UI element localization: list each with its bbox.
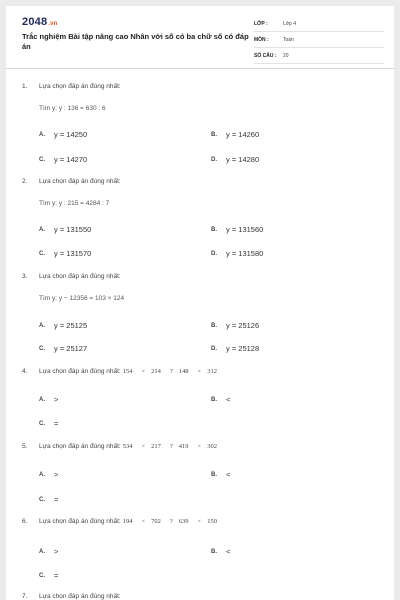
meta-value: Lớp 4	[283, 20, 297, 27]
question-number: 1.	[22, 83, 28, 90]
option-a[interactable]	[39, 225, 91, 234]
meta-label: MÔN :	[254, 36, 269, 43]
question-prompt: Lựa chọn đáp án đúng nhất:	[39, 273, 121, 280]
meta-info	[254, 16, 384, 64]
meta-label: LỚP :	[254, 20, 268, 27]
meta-row-subject	[254, 32, 384, 48]
question-prompt: Lựa chọn đáp án đúng nhất:	[39, 443, 121, 450]
question-expression: Tìm y: y : 215 = 4284 : 7	[39, 200, 110, 207]
logo-tld: .vn	[48, 21, 58, 27]
meta-row-count	[254, 48, 384, 64]
option-letter: B.	[211, 471, 217, 478]
operand: 194	[122, 518, 133, 525]
option-letter: C.	[39, 572, 45, 579]
multiply-sign: ×	[141, 518, 146, 525]
option-letter: B.	[211, 226, 217, 233]
question-number: 5.	[22, 443, 28, 450]
option-letter: D.	[211, 250, 217, 257]
question-prompt: Lựa chọn đáp án đúng nhất:	[39, 178, 121, 185]
question-number: 2.	[22, 178, 28, 185]
comparison-expression	[123, 368, 220, 375]
option-text: >	[54, 470, 59, 479]
operand: 534	[122, 443, 133, 450]
option-a[interactable]	[39, 321, 87, 330]
option-letter: A.	[39, 131, 45, 138]
option-letter: A.	[39, 322, 45, 329]
option-letter: B.	[211, 396, 217, 403]
option-letter: C.	[39, 345, 45, 352]
comparison-expression	[123, 518, 220, 525]
operand: 702	[151, 518, 161, 525]
option-b[interactable]	[211, 321, 259, 330]
option-text: y = 131570	[54, 249, 92, 258]
question-header	[22, 178, 121, 185]
comparison-blank: ?	[169, 518, 173, 525]
option-text: <	[226, 395, 231, 404]
option-c[interactable]	[39, 571, 58, 580]
option-d[interactable]	[211, 344, 259, 353]
option-letter: B.	[211, 322, 217, 329]
comparison-expression	[123, 443, 220, 450]
option-c[interactable]	[39, 344, 87, 353]
option-b[interactable]	[211, 395, 230, 404]
option-letter: C.	[39, 250, 45, 257]
question-expression: Tìm y: y − 12356 = 103 × 124	[39, 295, 125, 302]
option-text: y = 131560	[226, 225, 264, 234]
question-prompt: Lựa chọn đáp án đúng nhất:	[39, 518, 121, 525]
operand: 312	[207, 368, 217, 375]
question-header	[22, 443, 220, 450]
comparison-blank: ?	[169, 443, 173, 450]
option-text: y = 14250	[54, 130, 88, 139]
option-c[interactable]	[39, 419, 58, 428]
question-prompt: Lựa chọn đáp án đúng nhất:	[39, 368, 121, 375]
option-c[interactable]	[39, 155, 87, 164]
option-c[interactable]	[39, 249, 91, 258]
operand: 639	[178, 518, 189, 525]
meta-label: SỐ CÂU :	[254, 52, 277, 59]
option-text: y = 14260	[226, 130, 260, 139]
option-text: =	[54, 495, 59, 504]
page-title: Trắc nghiệm Bài tập nâng cao Nhân với số có ba chữ số có đáp án	[22, 32, 249, 51]
option-text: =	[54, 571, 59, 580]
option-text: y = 131580	[226, 249, 264, 258]
option-c[interactable]	[39, 495, 58, 504]
option-letter: B.	[211, 131, 217, 138]
worksheet-page	[6, 6, 394, 600]
question-header	[22, 83, 121, 90]
option-letter: C.	[39, 496, 45, 503]
option-d[interactable]	[211, 249, 263, 258]
multiply-sign: ×	[141, 368, 146, 375]
option-text: y = 14270	[54, 155, 88, 164]
option-text: =	[54, 419, 59, 428]
meta-row-class	[254, 16, 384, 32]
option-text: >	[54, 395, 59, 404]
option-text: y = 25127	[54, 344, 88, 353]
option-text: <	[226, 470, 231, 479]
operand: 148	[178, 368, 189, 375]
option-letter: D.	[211, 345, 217, 352]
operand: 302	[207, 443, 217, 450]
question-header	[22, 273, 121, 280]
option-text: >	[54, 547, 59, 556]
option-d[interactable]	[211, 155, 259, 164]
question-prompt: Lựa chọn đáp án đúng nhất:	[39, 593, 121, 600]
option-a[interactable]	[39, 395, 58, 404]
worksheet-header	[6, 6, 394, 69]
question-number: 4.	[22, 368, 28, 375]
option-b[interactable]	[211, 470, 230, 479]
question-prompt: Lựa chọn đáp án đúng nhất:	[39, 83, 121, 90]
option-b[interactable]	[211, 130, 259, 139]
option-letter: C.	[39, 156, 45, 163]
question-header	[22, 518, 220, 525]
option-text: <	[226, 547, 231, 556]
multiply-sign: ×	[197, 368, 202, 375]
question-number: 6.	[22, 518, 28, 525]
question-expression: Tìm y: y : 136 = 630 : 6	[39, 105, 106, 112]
option-text: y = 25128	[226, 344, 260, 353]
option-b[interactable]	[211, 547, 230, 556]
option-text: y = 25125	[54, 321, 88, 330]
option-letter: C.	[39, 420, 45, 427]
option-letter: A.	[39, 396, 45, 403]
meta-value: Toán	[283, 36, 294, 43]
logo-text: 2048	[22, 16, 48, 28]
option-text: y = 25126	[226, 321, 260, 330]
option-letter: A.	[39, 548, 45, 555]
operand: 217	[151, 443, 161, 450]
site-logo[interactable]	[22, 16, 58, 28]
option-letter: B.	[211, 548, 217, 555]
operand: 419	[178, 443, 189, 450]
operand: 214	[151, 368, 161, 375]
option-a[interactable]	[39, 547, 58, 556]
option-text: y = 131550	[54, 225, 92, 234]
option-letter: A.	[39, 226, 45, 233]
multiply-sign: ×	[141, 443, 146, 450]
operand: 154	[122, 368, 133, 375]
question-header	[22, 593, 121, 600]
comparison-blank: ?	[169, 368, 173, 375]
operand: 150	[207, 518, 217, 525]
meta-value: 20	[283, 52, 289, 59]
option-a[interactable]	[39, 470, 58, 479]
question-header	[22, 368, 220, 375]
question-number: 3.	[22, 273, 28, 280]
option-text: y = 14280	[226, 155, 260, 164]
multiply-sign: ×	[197, 443, 202, 450]
multiply-sign: ×	[197, 518, 202, 525]
question-number: 7.	[22, 593, 28, 600]
option-b[interactable]	[211, 225, 263, 234]
option-letter: D.	[211, 156, 217, 163]
option-letter: A.	[39, 471, 45, 478]
option-a[interactable]	[39, 130, 87, 139]
